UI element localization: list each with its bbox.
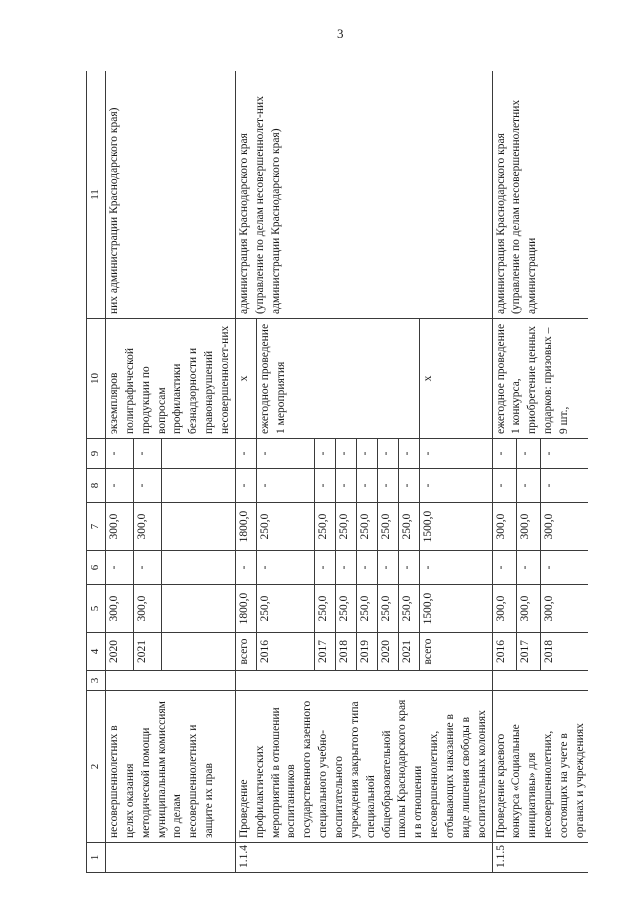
- value-col8-empty: [162, 469, 236, 503]
- value-col9: -: [314, 439, 335, 469]
- table-row: [106, 71, 134, 873]
- year-cell: 2018: [335, 633, 356, 671]
- year-cell: всего: [419, 633, 492, 671]
- year-cell: 2019: [356, 633, 377, 671]
- value-col9: -: [541, 439, 588, 469]
- value-col6: -: [335, 551, 356, 585]
- value-col7: 250,0: [314, 503, 335, 551]
- value-col9: -: [356, 439, 377, 469]
- value-col7: 300,0: [492, 503, 516, 551]
- col-header-10: 10: [87, 319, 106, 439]
- value-col6: -: [134, 551, 162, 585]
- table-row: [235, 71, 256, 873]
- value-col8: -: [335, 469, 356, 503]
- value-col9: -: [516, 439, 540, 469]
- value-col9: -: [335, 439, 356, 469]
- value-col5: 300,0: [541, 585, 588, 633]
- value-col9: -: [492, 439, 516, 469]
- value-col5: 250,0: [356, 585, 377, 633]
- col-header-2: 2: [87, 691, 106, 843]
- value-col7: 300,0: [516, 503, 540, 551]
- value-col7: 1500,0: [419, 503, 492, 551]
- value-col8: -: [256, 469, 314, 503]
- value-col6: -: [106, 551, 134, 585]
- value-col8: -: [356, 469, 377, 503]
- value-col8: -: [377, 469, 398, 503]
- value-col9: -: [134, 439, 162, 469]
- value-col8: -: [106, 469, 134, 503]
- value-col7: 300,0: [541, 503, 588, 551]
- value-col8: -: [314, 469, 335, 503]
- value-col5: 250,0: [377, 585, 398, 633]
- value-col8: -: [492, 469, 516, 503]
- year-cell: 2017: [314, 633, 335, 671]
- col-header-9: 9: [87, 439, 106, 469]
- value-col6: -: [356, 551, 377, 585]
- col-header-6: 6: [87, 551, 106, 585]
- value-col9: -: [106, 439, 134, 469]
- year-cell: 2017: [516, 633, 540, 671]
- value-col9: -: [377, 439, 398, 469]
- responsible-cell: администрация Краснодарского края (управление по делам несовершеннолетних администрации: [492, 71, 588, 319]
- row-number: [106, 843, 236, 873]
- result-cell: ежегодное проведение 1 мероприятия: [256, 319, 419, 439]
- row-description: Проведение профилактических мероприятий в отношении воспитанников государственного казенного специального учебно-воспитательного учреждения закрытого типа специальной общеобразовательной школы Краснодарского края и в отношении несовершеннолетних, отбывающих наказание в виде лишения свободы в воспитательных колониях: [235, 691, 492, 843]
- responsible-cell: администрация Краснодарского края (управление по делам несовершеннолет-них администрации Краснодарского края): [235, 71, 492, 319]
- value-col9: -: [419, 439, 492, 469]
- col-header-4: 4: [87, 633, 106, 671]
- rotated-table-frame: [86, 71, 588, 873]
- year-cell: всего: [235, 633, 256, 671]
- result-cell: ежегодное проведение 1 конкурса, приобретение ценных подарков: призовых – 9 шт.,: [492, 319, 588, 439]
- year-cell: 2020: [106, 633, 134, 671]
- year-cell-empty: [162, 633, 236, 671]
- value-col5: 300,0: [106, 585, 134, 633]
- value-col6: -: [235, 551, 256, 585]
- value-col8: -: [541, 469, 588, 503]
- year-cell: 2021: [134, 633, 162, 671]
- value-col5: 300,0: [492, 585, 516, 633]
- value-col6: -: [256, 551, 314, 585]
- result-cell-x: x: [235, 319, 256, 439]
- value-col8: -: [235, 469, 256, 503]
- row-col3: [492, 671, 588, 691]
- value-col8: -: [419, 469, 492, 503]
- value-col6: -: [516, 551, 540, 585]
- value-col7: 250,0: [398, 503, 419, 551]
- year-cell: 2021: [398, 633, 419, 671]
- value-col6: -: [541, 551, 588, 585]
- value-col9-empty: [162, 439, 236, 469]
- value-col9: -: [256, 439, 314, 469]
- rotated-table-container: [86, 71, 588, 873]
- value-col5: 300,0: [516, 585, 540, 633]
- result-cell-x: x: [419, 319, 492, 439]
- value-col7: 250,0: [356, 503, 377, 551]
- page-number: 3: [337, 26, 344, 41]
- value-col6: -: [377, 551, 398, 585]
- year-cell: 2020: [377, 633, 398, 671]
- value-col6: -: [419, 551, 492, 585]
- value-col7: 250,0: [335, 503, 356, 551]
- year-cell: 2016: [492, 633, 516, 671]
- value-col8: -: [134, 469, 162, 503]
- row-number: 1.1.5: [492, 843, 588, 873]
- value-col6: -: [314, 551, 335, 585]
- value-col8: -: [516, 469, 540, 503]
- value-col7: 300,0: [106, 503, 134, 551]
- row-number: 1.1.4: [235, 843, 492, 873]
- value-col7: 1800,0: [235, 503, 256, 551]
- value-col6-empty: [162, 551, 236, 585]
- responsible-cell: них администрации Краснодарского края): [106, 71, 236, 319]
- value-col5-empty: [162, 585, 236, 633]
- result-cell: экземпляров полиграфической продукции по вопросам профилактики безнадзорности и правонарушений несовершеннолет-них: [106, 319, 236, 439]
- table-row: [492, 71, 516, 873]
- value-col7-empty: [162, 503, 236, 551]
- value-col5: 1800,0: [235, 585, 256, 633]
- year-cell: 2016: [256, 633, 314, 671]
- col-header-3: 3: [87, 671, 106, 691]
- col-header-11: 11: [87, 71, 106, 319]
- row-col3: [235, 671, 492, 691]
- value-col5: 250,0: [398, 585, 419, 633]
- program-table: [86, 71, 588, 873]
- value-col5: 250,0: [335, 585, 356, 633]
- value-col7: 300,0: [134, 503, 162, 551]
- value-col9: -: [235, 439, 256, 469]
- col-header-1: 1: [87, 843, 106, 873]
- value-col5: 300,0: [134, 585, 162, 633]
- value-col7: 250,0: [377, 503, 398, 551]
- value-col7: 250,0: [256, 503, 314, 551]
- value-col8: -: [398, 469, 419, 503]
- value-col9: -: [398, 439, 419, 469]
- row-col3: [106, 671, 236, 691]
- year-cell: 2018: [541, 633, 588, 671]
- col-header-8: 8: [87, 469, 106, 503]
- value-col5: 1500,0: [419, 585, 492, 633]
- row-description: несовершеннолетних в целях оказания методической помощи муниципальным комиссиям по делам несовершеннолетних и защите их прав: [106, 691, 236, 843]
- col-header-7: 7: [87, 503, 106, 551]
- header-row: [87, 71, 106, 873]
- value-col5: 250,0: [256, 585, 314, 633]
- row-description: Проведение краевого конкурса «Социальные инициативы» для несовершеннолетних, состоящих на учете в органах и учреждениях: [492, 691, 588, 843]
- value-col6: -: [398, 551, 419, 585]
- col-header-5: 5: [87, 585, 106, 633]
- value-col5: 250,0: [314, 585, 335, 633]
- value-col6: -: [492, 551, 516, 585]
